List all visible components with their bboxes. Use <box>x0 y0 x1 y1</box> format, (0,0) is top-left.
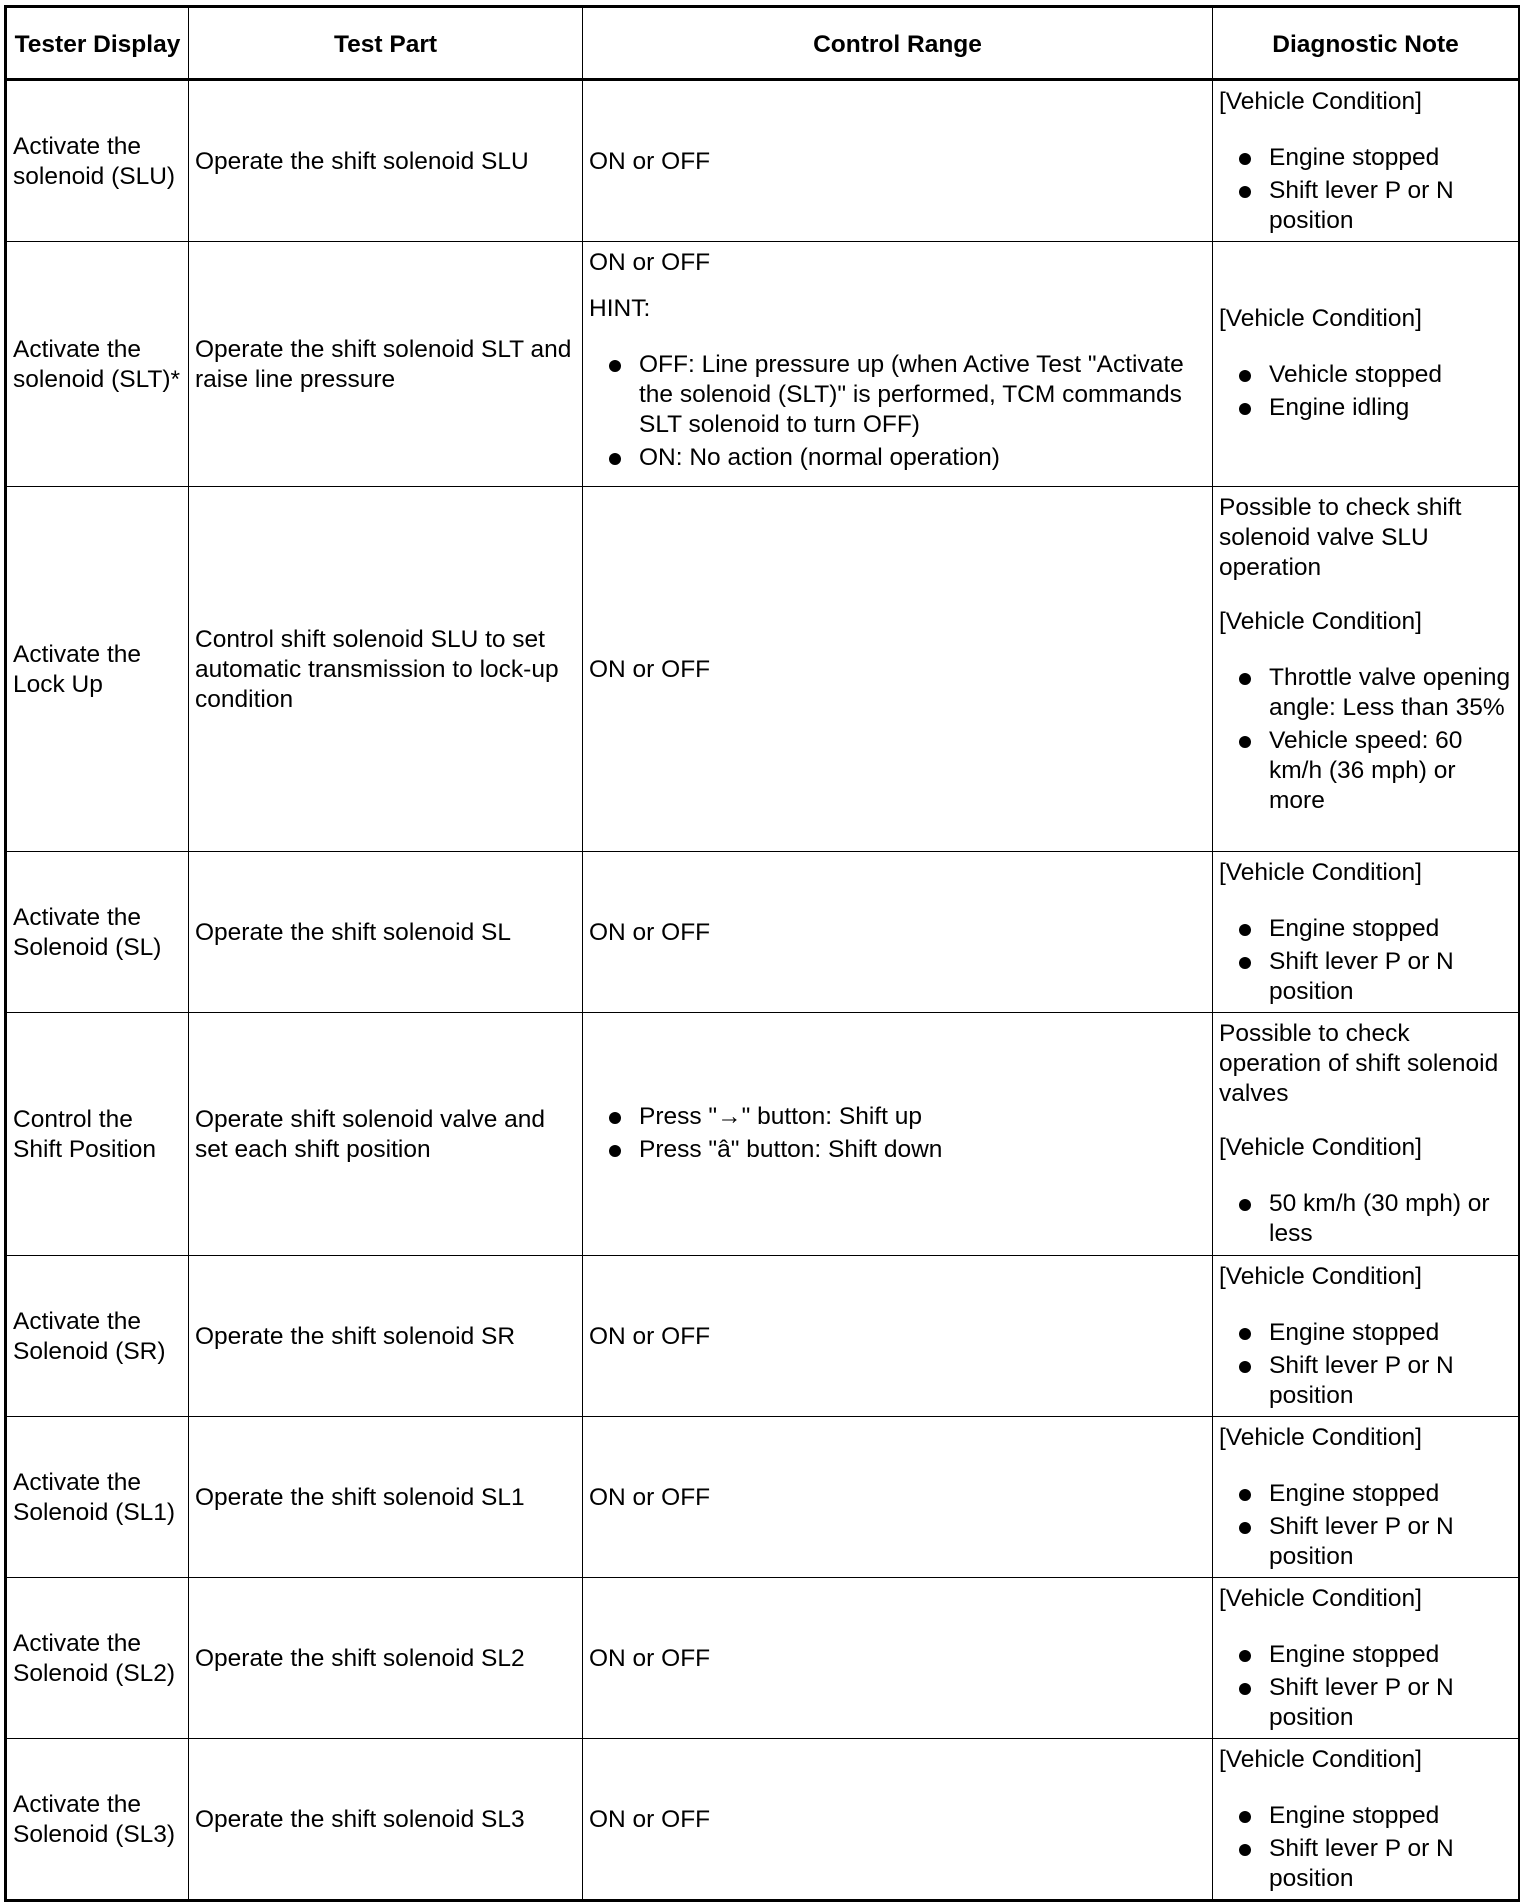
vehicle-condition-label: [Vehicle Condition] <box>1219 305 1422 332</box>
bullet-icon <box>1239 153 1251 165</box>
cell-tester-display: Activate the Solenoid (SL2) <box>6 1578 189 1739</box>
vehicle-condition-label: [Vehicle Condition] <box>1219 1134 1422 1161</box>
list-item: Engine stopped <box>1219 1801 1512 1831</box>
cell-test-part: Operate the shift solenoid SL2 <box>189 1578 583 1739</box>
table-row <box>6 80 1520 242</box>
list-item: Shift lever P or N position <box>1219 176 1512 236</box>
list-item: ON: No action (normal operation) <box>589 443 1206 473</box>
list-item: Shift lever P or N position <box>1219 1351 1512 1411</box>
cell-control-range: ON or OFF <box>583 852 1213 1013</box>
button-list <box>589 1102 1206 1165</box>
list-item: Vehicle stopped <box>1219 360 1512 390</box>
cell-diagnostic-note <box>1213 1417 1520 1578</box>
cell-tester-display: Activate the Solenoid (SL1) <box>6 1417 189 1578</box>
cell-test-part: Operate the shift solenoid SLT and raise line pressure <box>189 242 583 487</box>
cell-tester-display: Control the Shift Position <box>6 1013 189 1256</box>
table-row <box>6 1578 1520 1739</box>
vehicle-condition-label: [Vehicle Condition] <box>1219 88 1422 115</box>
cell-control-range: ON or OFF <box>583 1256 1213 1417</box>
header-tester-display: Tester Display <box>6 7 189 80</box>
list-item: Engine stopped <box>1219 143 1512 173</box>
table-row <box>6 1739 1520 1901</box>
cell-diagnostic-note <box>1213 487 1520 852</box>
condition-list <box>1219 143 1512 236</box>
list-item: Press "â" button: Shift down <box>589 1135 1206 1165</box>
header-control-range: Control Range <box>583 7 1213 80</box>
cell-diagnostic-note <box>1213 1739 1520 1901</box>
hint-list <box>589 350 1206 473</box>
cell-diagnostic-note <box>1213 1013 1520 1256</box>
list-item: Shift lever P or N position <box>1219 1673 1512 1733</box>
condition-list <box>1219 1640 1512 1733</box>
bullet-icon <box>1239 736 1251 748</box>
cell-tester-display: Activate the Solenoid (SL3) <box>6 1739 189 1901</box>
bullet-icon <box>1239 1650 1251 1662</box>
bullet-icon <box>609 1145 621 1157</box>
list-item: Shift lever P or N position <box>1219 1512 1512 1572</box>
condition-list <box>1219 1189 1512 1249</box>
condition-list <box>1219 1318 1512 1411</box>
condition-list <box>1219 914 1512 1007</box>
cell-tester-display: Activate the Solenoid (SL) <box>6 852 189 1013</box>
cell-diagnostic-note <box>1213 80 1520 242</box>
bullet-icon <box>609 453 621 465</box>
cell-control-range <box>583 242 1213 487</box>
note-intro: Possible to check shift solenoid valve SLU operation <box>1219 494 1462 581</box>
active-test-table-container <box>4 5 1518 1902</box>
bullet-icon <box>1239 924 1251 936</box>
header-diagnostic-note: Diagnostic Note <box>1213 7 1520 80</box>
bullet-icon <box>1239 1811 1251 1823</box>
condition-list <box>1219 1801 1512 1894</box>
cell-test-part: Operate the shift solenoid SL3 <box>189 1739 583 1901</box>
vehicle-condition-label: [Vehicle Condition] <box>1219 1746 1422 1773</box>
note-intro: Possible to check operation of shift solenoid valves <box>1219 1020 1499 1107</box>
cell-tester-display: Activate the solenoid (SLT)* <box>6 242 189 487</box>
table-header-row <box>6 7 1520 80</box>
bullet-icon <box>1239 1328 1251 1340</box>
bullet-icon <box>1239 1361 1251 1373</box>
cell-test-part: Operate the shift solenoid SL <box>189 852 583 1013</box>
table-row <box>6 1417 1520 1578</box>
bullet-icon <box>1239 370 1251 382</box>
cell-test-part: Control shift solenoid SLU to set automatic transmission to lock-up condition <box>189 487 583 852</box>
bullet-icon <box>1239 957 1251 969</box>
bullet-icon <box>1239 403 1251 415</box>
vehicle-condition-label: [Vehicle Condition] <box>1219 1424 1422 1451</box>
cell-diagnostic-note <box>1213 242 1520 487</box>
bullet-icon <box>1239 1199 1251 1211</box>
control-range-value: ON or OFF <box>589 249 711 276</box>
active-test-table <box>4 5 1520 1902</box>
cell-test-part: Operate the shift solenoid SR <box>189 1256 583 1417</box>
header-test-part: Test Part <box>189 7 583 80</box>
cell-diagnostic-note <box>1213 1256 1520 1417</box>
bullet-icon <box>1239 673 1251 685</box>
cell-diagnostic-note <box>1213 1578 1520 1739</box>
list-item: 50 km/h (30 mph) or less <box>1219 1189 1512 1249</box>
bullet-icon <box>609 1112 621 1124</box>
list-item: Shift lever P or N position <box>1219 1834 1512 1894</box>
list-item: Engine stopped <box>1219 1479 1512 1509</box>
list-item: Vehicle speed: 60 km/h (36 mph) or more <box>1219 726 1512 816</box>
cell-control-range: ON or OFF <box>583 80 1213 242</box>
list-item: Engine stopped <box>1219 914 1512 944</box>
cell-tester-display: Activate the Solenoid (SR) <box>6 1256 189 1417</box>
list-item: Engine stopped <box>1219 1640 1512 1670</box>
cell-control-range: ON or OFF <box>583 1739 1213 1901</box>
list-item: Throttle valve opening angle: Less than 35% <box>1219 663 1512 723</box>
cell-control-range: ON or OFF <box>583 1578 1213 1739</box>
cell-tester-display: Activate the solenoid (SLU) <box>6 80 189 242</box>
bullet-icon <box>1239 1489 1251 1501</box>
list-item: Press "→" button: Shift up <box>589 1102 1206 1132</box>
table-row <box>6 852 1520 1013</box>
condition-list <box>1219 360 1512 423</box>
list-item: OFF: Line pressure up (when Active Test "Activate the solenoid (SLT)" is performed, TCM commands SLT solenoid to turn OFF) <box>589 350 1206 440</box>
cell-control-range: ON or OFF <box>583 487 1213 852</box>
bullet-icon <box>1239 186 1251 198</box>
vehicle-condition-label: [Vehicle Condition] <box>1219 859 1422 886</box>
cell-test-part: Operate the shift solenoid SL1 <box>189 1417 583 1578</box>
bullet-icon <box>1239 1683 1251 1695</box>
cell-test-part: Operate shift solenoid valve and set each shift position <box>189 1013 583 1256</box>
bullet-icon <box>609 360 621 372</box>
table-row <box>6 1013 1520 1256</box>
bullet-icon <box>1239 1522 1251 1534</box>
list-item: Shift lever P or N position <box>1219 947 1512 1007</box>
condition-list <box>1219 1479 1512 1572</box>
vehicle-condition-label: [Vehicle Condition] <box>1219 1263 1422 1290</box>
table-row <box>6 242 1520 487</box>
table-row <box>6 487 1520 852</box>
vehicle-condition-label: [Vehicle Condition] <box>1219 1585 1422 1612</box>
list-item: Engine idling <box>1219 393 1512 423</box>
bullet-icon <box>1239 1844 1251 1856</box>
cell-diagnostic-note <box>1213 852 1520 1013</box>
list-item: Engine stopped <box>1219 1318 1512 1348</box>
hint-label: HINT: <box>589 295 651 322</box>
cell-control-range: ON or OFF <box>583 1417 1213 1578</box>
vehicle-condition-label: [Vehicle Condition] <box>1219 608 1422 635</box>
condition-list <box>1219 663 1512 816</box>
cell-control-range <box>583 1013 1213 1256</box>
cell-tester-display: Activate the Lock Up <box>6 487 189 852</box>
table-row <box>6 1256 1520 1417</box>
cell-test-part: Operate the shift solenoid SLU <box>189 80 583 242</box>
